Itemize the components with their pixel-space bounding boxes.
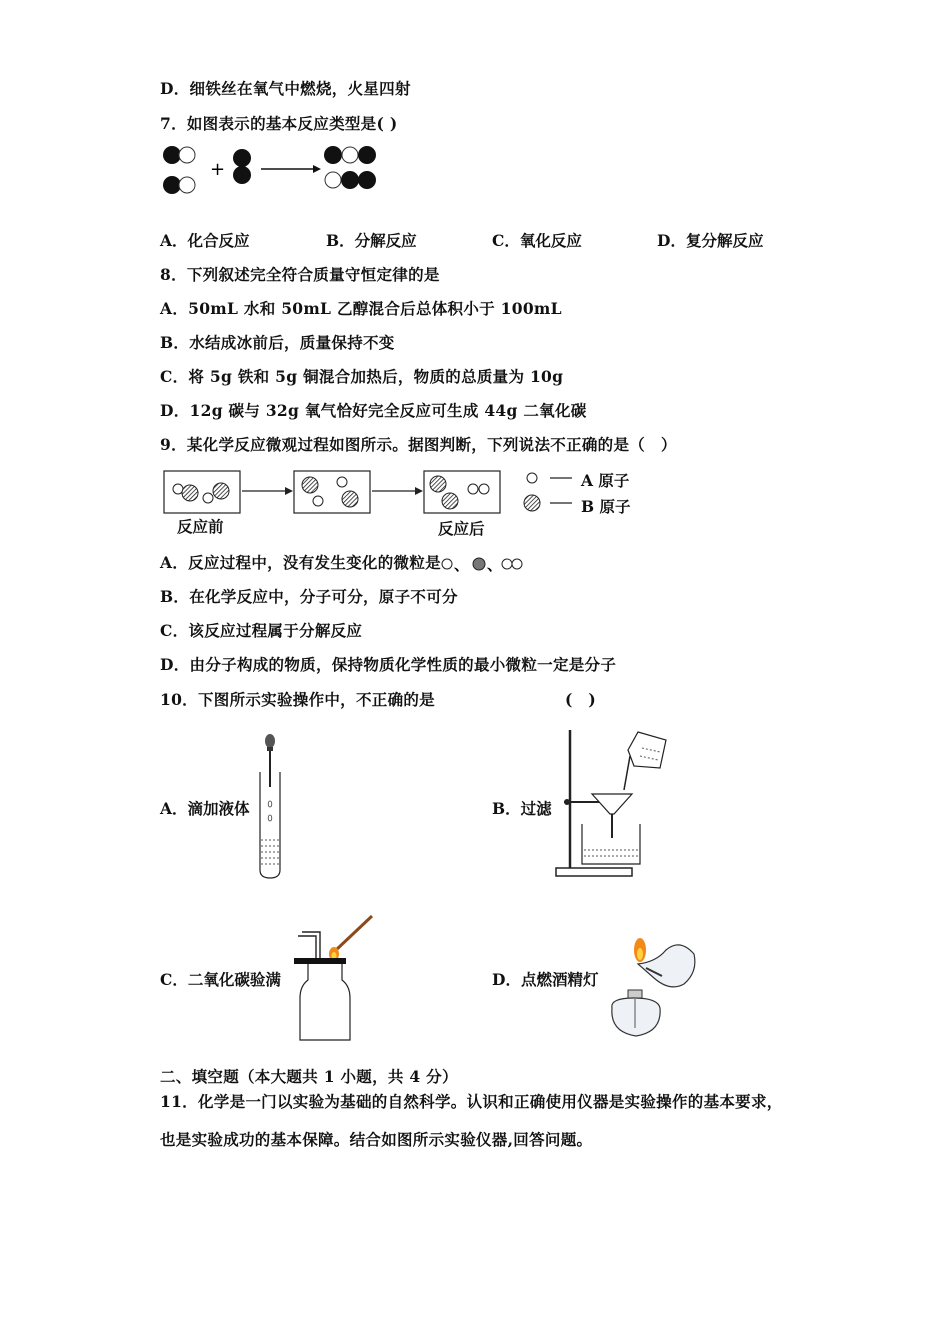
filtration-setup-illustration — [552, 728, 672, 878]
q8-stem: 8．下列叙述完全符合质量守恒定律的是 — [160, 265, 440, 284]
svg-text:、: 、 — [453, 556, 470, 572]
q9-legend-a: A 原子 — [581, 471, 630, 490]
dropper-test-tube-illustration — [250, 732, 290, 882]
svg-text:、: 、 — [486, 556, 503, 572]
q10-stem: 10．下图所示实验操作中，不正确的是 — [160, 690, 435, 709]
q9-option-d: D．由分子构成的物质，保持物质化学性质的最小微粒一定是分子 — [160, 655, 617, 674]
q9-label-before: 反应前 — [177, 517, 224, 536]
q7-option-a: A．化合反应 — [160, 231, 250, 250]
q9-option-b: B．在化学反应中，分子可分，原子不可分 — [160, 587, 458, 606]
q9-micro-process-diagram — [160, 465, 640, 537]
q11-line-1: 11．化学是一门以实验为基础的自然科学。认识和正确使用仪器是实验操作的基本要求， — [160, 1092, 783, 1111]
q9-label-after: 反应后 — [438, 519, 485, 538]
q8-option-d: D．12g 碳与 32g 氧气恰好完全反应可生成 44g 二氧化碳 — [160, 401, 587, 420]
q9-legend-b: B 原子 — [581, 497, 631, 516]
q7-stem: 7．如图表示的基本反应类型是( ) — [160, 114, 398, 133]
q9-option-a-text: A．反应过程中，没有发生变化的微粒是 — [160, 553, 441, 572]
q7-option-b: B．分解反应 — [326, 231, 417, 250]
q10-option-b: B．过滤 — [492, 799, 552, 818]
co2-gas-bottle-illustration — [292, 912, 382, 1044]
q9-stem: 9．某化学反应微观过程如图所示。据图判断，下列说法不正确的是（ ） — [160, 435, 677, 454]
q7-reaction-diagram — [158, 143, 388, 199]
alcohol-lamp-illustration — [600, 932, 710, 1042]
q10-option-a: A．滴加液体 — [160, 799, 250, 818]
q8-option-c: C．将 5g 铁和 5g 铜混合加热后，物质的总质量为 10g — [160, 367, 564, 386]
q9-option-a — [160, 551, 525, 573]
q10-option-c: C．二氧化碳验满 — [160, 970, 281, 989]
q8-option-b: B．水结成冰前后，质量保持不变 — [160, 333, 395, 352]
q10-answer-paren: ( ) — [565, 690, 597, 709]
q11-line-2: 也是实验成功的基本保障。结合如图所示实验仪器,回答问题。 — [160, 1130, 593, 1149]
q9-particle-symbols — [441, 556, 525, 572]
q8-option-a: A．50mL 水和 50mL 乙醇混合后总体积小于 100mL — [160, 299, 562, 318]
section-2-title: 二、填空题（本大题共 1 小题，共 4 分） — [160, 1067, 458, 1086]
q6-option-d: D．细铁丝在氧气中燃烧，火星四射 — [160, 79, 411, 98]
svg-text:+: + — [210, 159, 226, 180]
q9-option-c: C．该反应过程属于分解反应 — [160, 621, 363, 640]
q10-option-d: D．点燃酒精灯 — [492, 970, 599, 989]
q7-option-c: C．氧化反应 — [492, 231, 582, 250]
q7-option-d: D．复分解反应 — [657, 231, 764, 250]
